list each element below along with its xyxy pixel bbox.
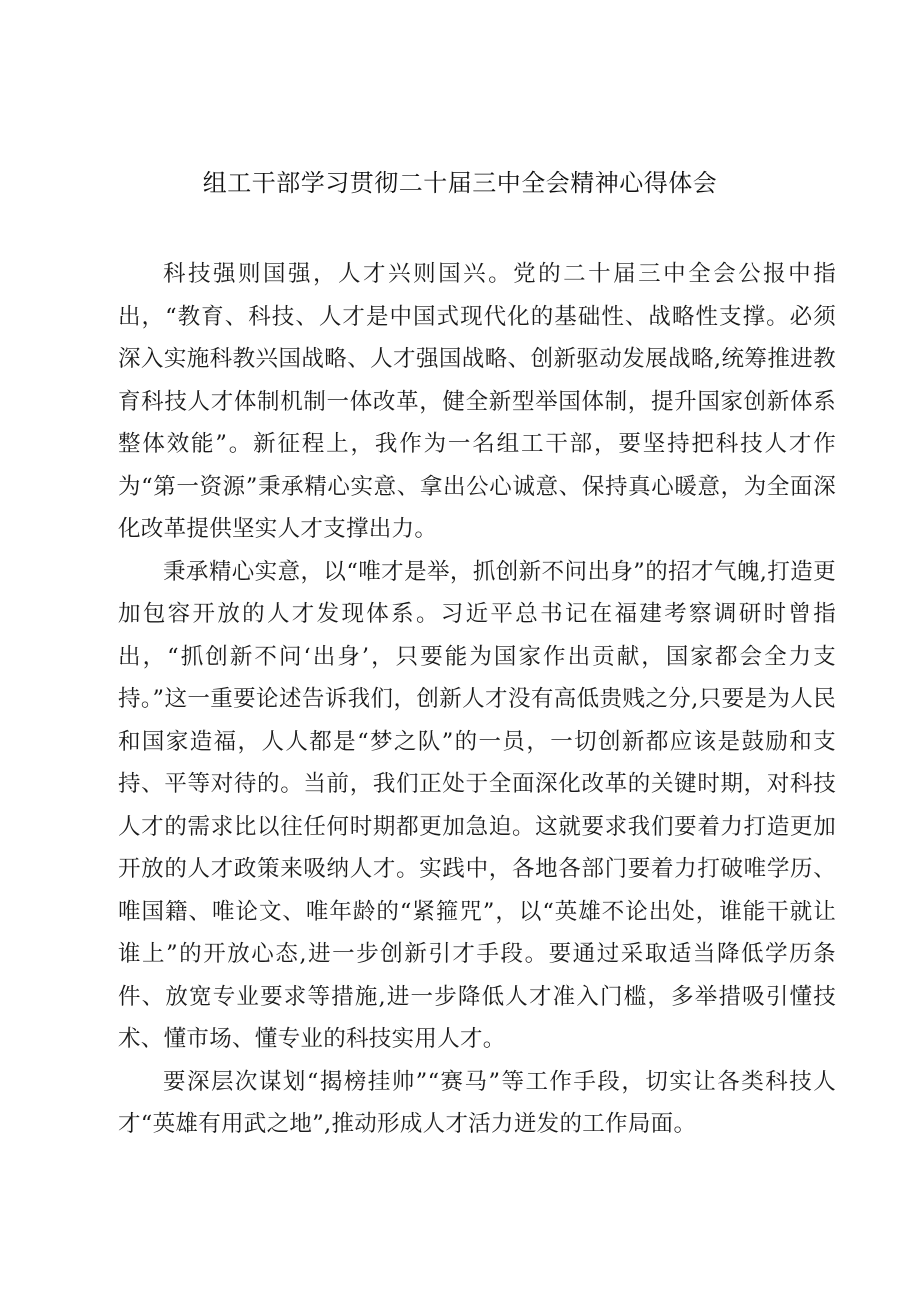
paragraph-intro: 科技强则国强，人才兴则国兴。党的二十届三中全会公报中指出，“教育、科技、人才是中国式现代化的基础性、战略性支撑。必须深入实施科教兴国战略、人才强国战略、创新驱动发展战略,统筹推进教育科技人才体制机制一体改革，健全新型举国体制，提升国家创新体系整体效能”。新征程上，我作为一名组工干部，要坚持把科技人才作为“第一资源”秉承精心实意、拿出公心诚意、保持真心暖意，为全面深化改革提供坚实人才支撑出力。 [118, 261, 836, 542]
document-title: 组工干部学习贯彻二十届三中全会精神心得体会 [202, 169, 718, 197]
paragraph-work-methods: 要深层次谋划“揭榜挂帅”“赛马”等工作手段，切实让各类科技人才“英雄有用武之地”,推动形成人才活力迸发的工作局面。 [118, 1068, 836, 1137]
document-body [118, 253, 836, 1146]
paragraph-talent-discovery: 秉承精心实意，以“唯才是举，抓创新不问出身”的招才气魄,打造更加包容开放的人才发现体系。习近平总书记在福建考察调研时曾指出，“抓创新不问‘出身’，只要能为国家作出贡献，国家都会全力支持。”这一重要论述告诉我们，创新人才没有高低贵贱之分,只要是为人民和国家造福，人人都是“梦之队”的一员，一切创新都应该是鼓励和支持、平等对待的。当前，我们正处于全面深化改革的关键时期，对科技人才的需求比以往任何时期都更加急迫。这就要求我们要着力打造更加开放的人才政策来吸纳人才。实践中，各地各部门要着力打破唯学历、唯国籍、唯论文、唯年龄的“紧箍咒”，以“英雄不论出处，谁能干就让谁上”的开放心态,进一步创新引才手段。要通过采取适当降低学历条件、放宽专业要求等措施,进一步降低人才准入门槛，多举措吸引懂技术、懂市场、懂专业的科技实用人才。 [118, 558, 836, 1052]
